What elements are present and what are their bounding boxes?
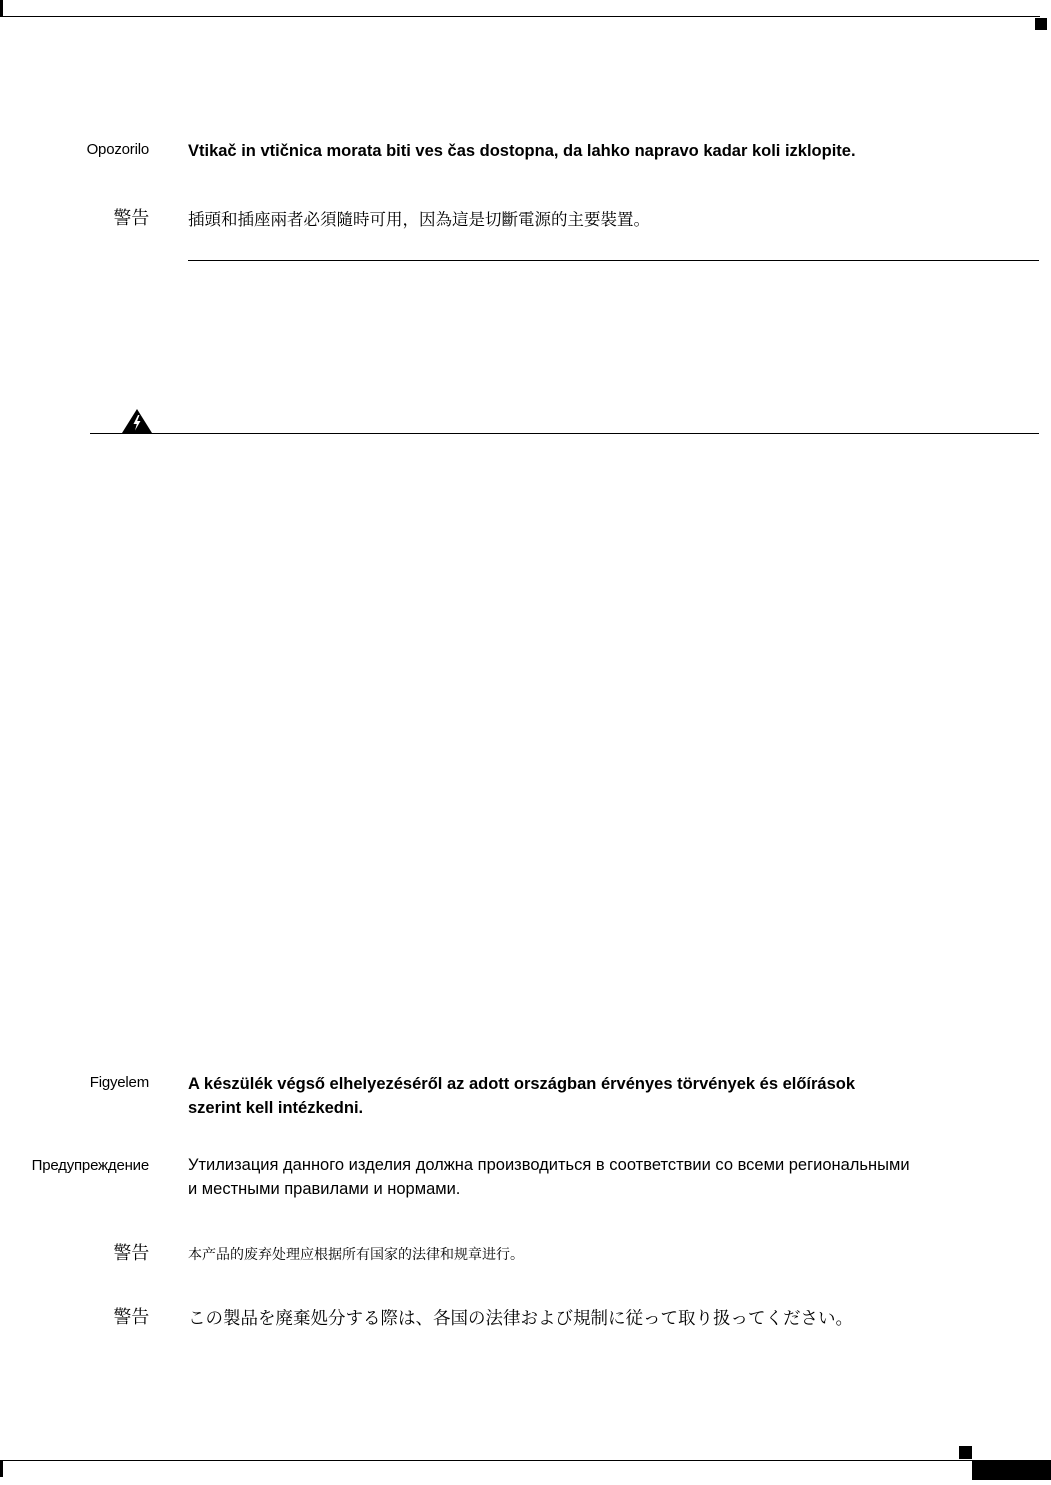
warning-label-traditional-chinese: 警告 (113, 208, 149, 228)
page-header-rule (0, 16, 1040, 17)
warning-triangle-lightning-icon (121, 408, 153, 434)
page-corner-mark-top-left (0, 0, 3, 17)
warning-header-rule (188, 433, 1039, 434)
warning-icon-rule (90, 433, 188, 434)
warning-label-russian: Предупреждение (31, 1157, 149, 1174)
warning-text-traditional-chinese: 插頭和插座兩者必須隨時可用，因為這是切斷電源的主要裝置。 (188, 211, 650, 229)
warning-label-japanese: 警告 (113, 1307, 149, 1327)
warning-label-slovenian: Opozorilo (86, 141, 149, 158)
warning-label-hungarian: Figyelem (89, 1074, 149, 1091)
warning-text-slovenian: Vtikač in vtičnica morata biti ves čas dostopna, da lahko napravo kadar koli izklopite. (188, 142, 856, 160)
warning-text-japanese: この製品を廃棄処分する際は、各国の法律および規制に従って取り扱ってください。 (188, 1308, 853, 1328)
section-divider (188, 260, 1039, 261)
warning-text-hungarian-line-2: szerint kell intézkedni. (188, 1099, 364, 1117)
page-number-tab (972, 1461, 1051, 1480)
warning-text-russian-line-2: и местными правилами и нормами. (188, 1180, 461, 1198)
warning-text-russian-line-1: Утилизация данного изделия должна производиться в соответствии со всеми региональными (188, 1156, 910, 1174)
warning-label-simplified-chinese: 警告 (113, 1243, 149, 1263)
page-corner-mark-top-right (1035, 18, 1047, 30)
warning-text-simplified-chinese: 本产品的废弃处理应根据所有国家的法律和规章进行。 (188, 1246, 524, 1262)
page-corner-mark-bottom-left (0, 1461, 3, 1477)
warning-text-hungarian-line-1: A készülék végső elhelyezéséről az adott országban érvényes törvények és előírások (188, 1075, 856, 1093)
page-corner-mark-bottom-right (959, 1446, 972, 1459)
page-footer-rule (0, 1460, 1051, 1461)
